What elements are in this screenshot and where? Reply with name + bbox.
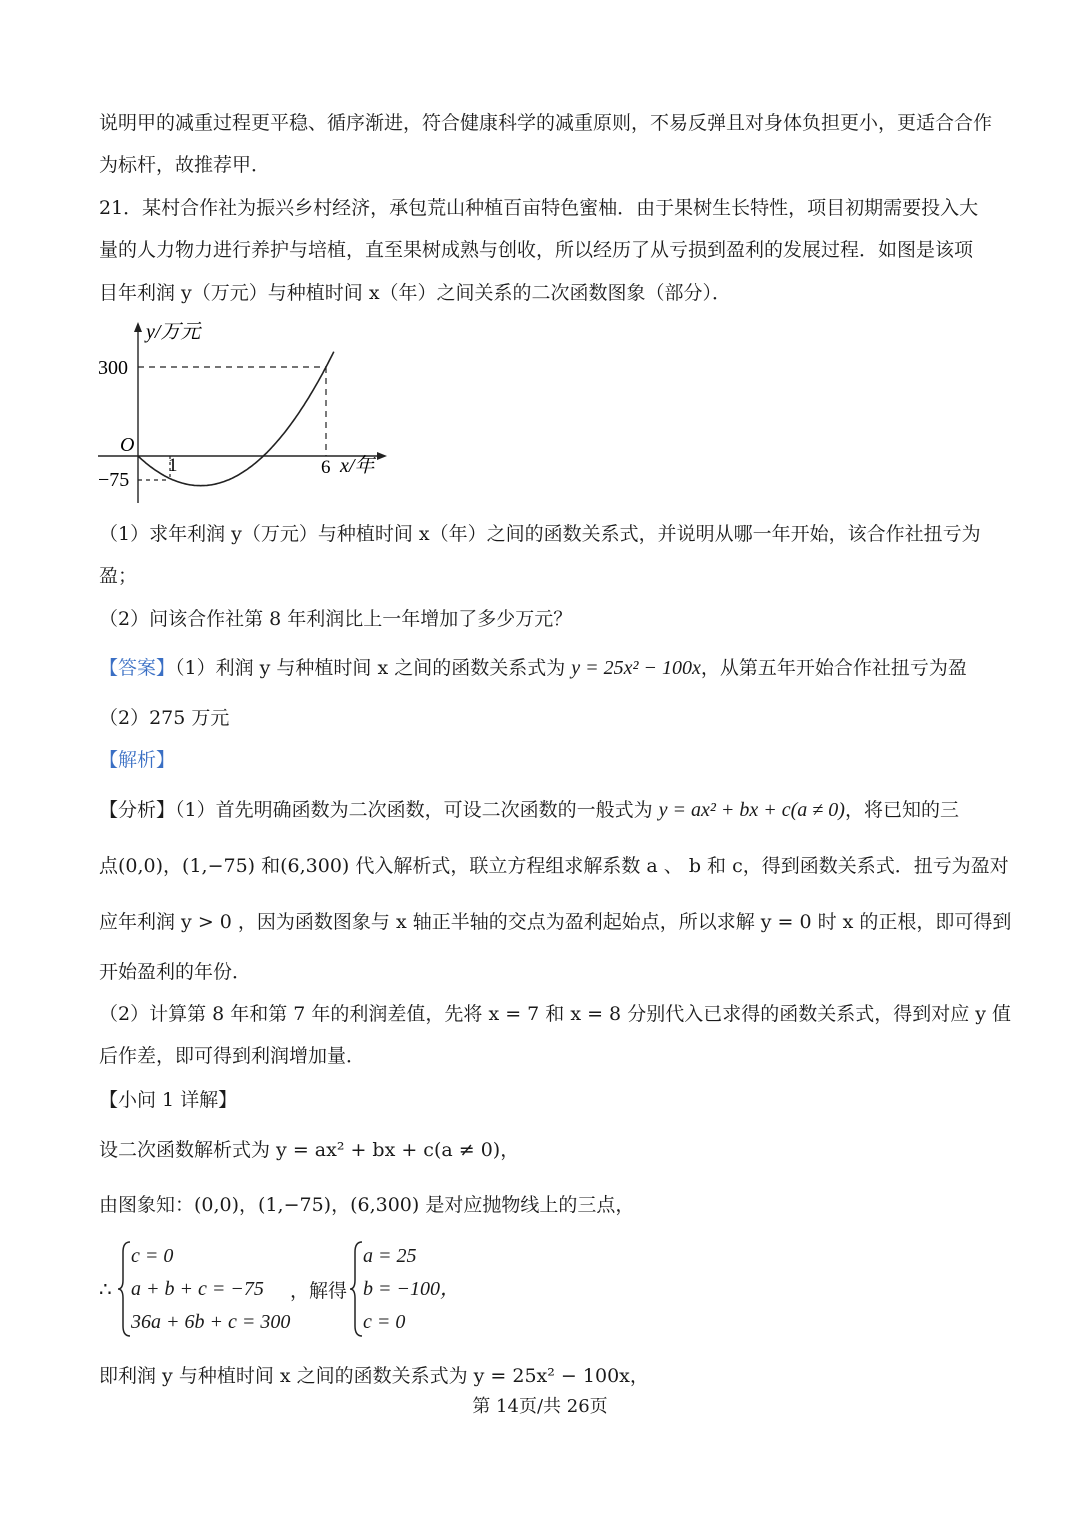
y-tick-300: 300 — [98, 357, 128, 379]
system-2-eq: c = 0 — [363, 1311, 406, 1333]
brace-left-2 — [350, 1240, 364, 1338]
analysis-pre: 【分析】（1）首先明确函数为二次函数，可设二次函数的一般式为 — [99, 799, 659, 821]
analysis-formula: y = ax² + bx + c(a ≠ 0) — [658, 799, 845, 821]
detail-tag: 【小问 1 详解】 — [99, 1089, 238, 1111]
system-1-eq: c = 0 — [131, 1245, 174, 1267]
answer-text-pre: （1）利润 y 与种植时间 x 之间的函数关系式为 — [175, 657, 572, 679]
analysis-line: 后作差，即可得到利润增加量． — [99, 1045, 366, 1067]
y-axis-arrow — [134, 322, 142, 332]
origin-label: O — [120, 434, 135, 456]
brace-left-1 — [118, 1240, 132, 1338]
detail-conclusion: 即利润 y 与种植时间 x 之间的函数关系式为 y = 25x² − 100x， — [99, 1365, 649, 1387]
system-1-eq: 36a + 6b + c = 300 — [131, 1311, 291, 1333]
y-tick-neg75: −75 — [98, 469, 130, 491]
system-1-eq: a + b + c = −75 — [131, 1278, 264, 1300]
analysis-line — [99, 797, 959, 823]
system-2-eq: a = 25 — [363, 1245, 417, 1267]
subquestion-1-cont: 盈； — [99, 565, 138, 587]
answer-text-post: ，从第五年开始合作社扭亏为盈 — [700, 657, 967, 679]
answer-line-2: （2）275 万元 — [99, 707, 230, 729]
y-axis-label: y/万元 — [146, 321, 201, 343]
answer-tag: 【答案】 — [99, 657, 176, 679]
paragraph-line: 说明甲的减重过程更平稳、循序渐进，符合健康科学的减重原则，不易反弹且对身体负担更小，更适合合作 — [99, 112, 993, 134]
question-line: 量的人力物力进行养护与培植，直至果树成熟与创收，所以经历了从亏损到盈利的发展过程．如图是该项 — [99, 239, 974, 261]
analysis-tag: 【解析】 — [99, 749, 176, 771]
analysis-line: 开始盈利的年份． — [99, 961, 252, 983]
subquestion-1: （1）求年利润 y（万元）与种植时间 x（年）之间的函数关系式，并说明从哪一年开始，该合作社扭亏为 — [99, 523, 981, 545]
subquestion-2: （2）问该合作社第 8 年利润比上一年增加了多少万元？ — [99, 608, 573, 630]
page-footer: 第 14页/共 26页 — [472, 1396, 608, 1417]
analysis-line: 点(0,0)，(1,−75) 和(6,300) 代入解析式，联立方程组求解系数 a 、 b 和 c，得到函数关系式．扭亏为盈对 — [99, 855, 1009, 877]
x-tick-1: 1 — [168, 455, 178, 476]
parabola-graph — [90, 318, 400, 508]
x-axis-arrow — [377, 452, 387, 460]
system-2-eq: b = −100， — [363, 1278, 460, 1300]
solve-label: ，解得 — [290, 1280, 348, 1302]
system-2 — [363, 1240, 460, 1339]
x-axis-label: x/年 — [340, 455, 375, 477]
therefore-symbol: ∴ — [99, 1279, 112, 1301]
answer-line — [99, 655, 967, 681]
question-line: 目年利润 y（万元）与种植时间 x（年）之间关系的二次函数图象（部分）． — [99, 282, 732, 304]
detail-line: 设二次函数解析式为 y = ax² + bx + c(a ≠ 0)， — [99, 1139, 520, 1161]
system-1 — [131, 1240, 290, 1339]
analysis-line: （2）计算第 8 年和第 7 年的利润差值，先将 x = 7 和 x = 8 分别代入已求得的函数关系式，得到对应 y 值 — [99, 1003, 1012, 1025]
analysis-line: 应年利润 y > 0 ，因为函数图象与 x 轴正半轴的交点为盈利起始点，所以求解 y = 0 时 x 的正根，即可得到 — [99, 911, 1012, 933]
detail-line: 由图象知：(0,0)，(1,−75)，(6,300) 是对应抛物线上的三点， — [99, 1194, 635, 1216]
x-tick-6: 6 — [321, 457, 331, 478]
paragraph-line: 为标杆，故推荐甲． — [99, 154, 271, 176]
analysis-post: ，将已知的三 — [844, 799, 959, 821]
answer-formula: y = 25x² − 100x — [571, 657, 701, 679]
question-line: 21．某村合作社为振兴乡村经济，承包荒山种植百亩特色蜜柚．由于果树生长特性，项目初期需要投入大 — [99, 197, 979, 219]
